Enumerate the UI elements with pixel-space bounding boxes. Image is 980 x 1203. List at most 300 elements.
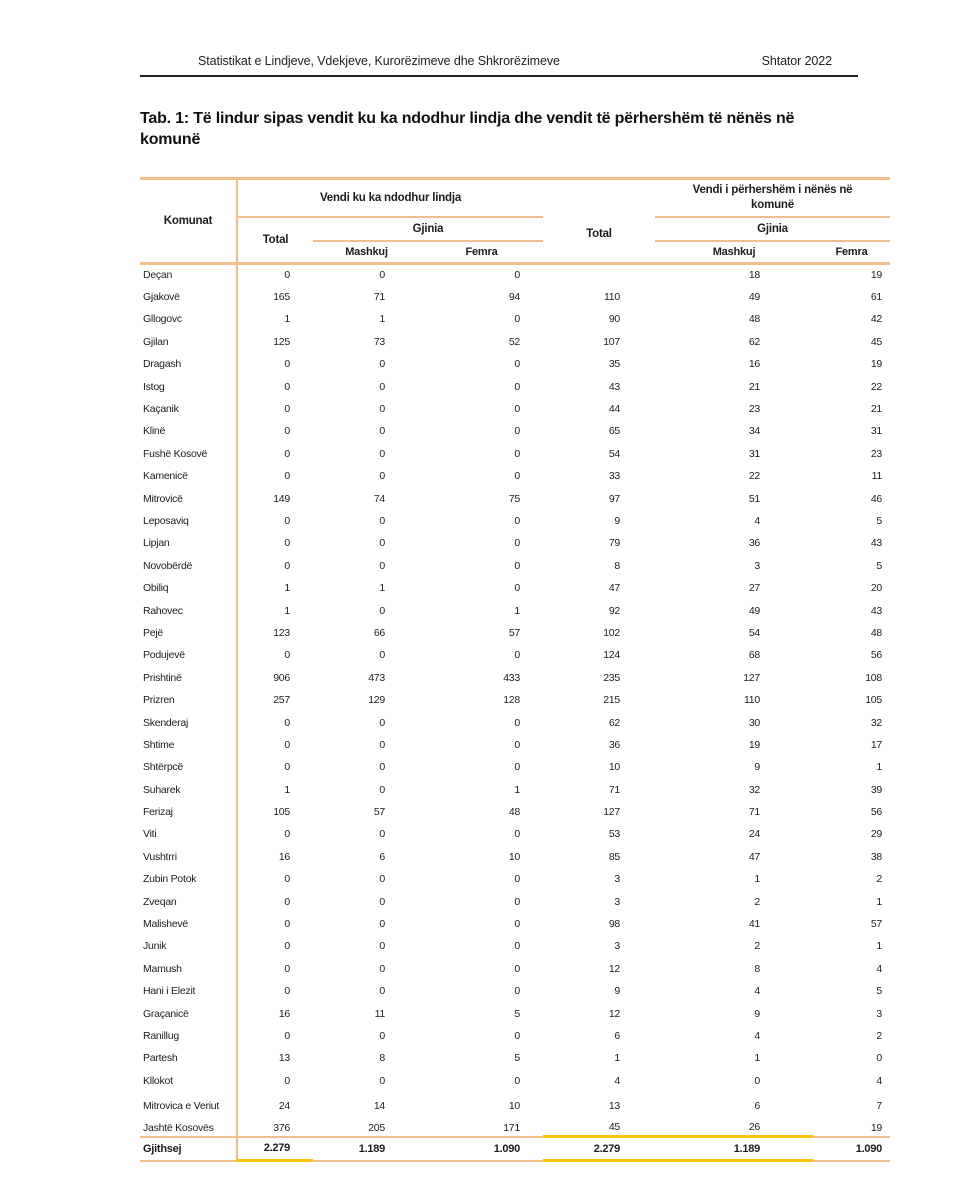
value-cell: 0 bbox=[284, 738, 290, 751]
value-cell: 128 bbox=[503, 694, 520, 707]
value-cell: 0 bbox=[284, 895, 290, 908]
value-cell: 0 bbox=[379, 985, 385, 998]
header-komunat: Komunat bbox=[140, 179, 237, 264]
value-cell: 16 bbox=[278, 850, 290, 863]
table-row bbox=[140, 1070, 890, 1092]
value-cell: 0 bbox=[284, 358, 290, 371]
value-cell: 32 bbox=[870, 716, 882, 729]
value-cell: 0 bbox=[284, 761, 290, 774]
municipality-name: Prishtinë bbox=[140, 667, 237, 689]
value-cell: 57 bbox=[508, 626, 520, 639]
table-row bbox=[140, 890, 890, 912]
value-cell: 5 bbox=[514, 1007, 520, 1020]
header-gender-birthplace: Gjinia bbox=[313, 217, 543, 241]
municipality-name: Zveqan bbox=[140, 890, 237, 912]
value-cell: 90 bbox=[608, 313, 620, 326]
table-row bbox=[140, 465, 890, 487]
value-cell: 85 bbox=[608, 850, 620, 863]
value-cell: 8 bbox=[379, 1052, 385, 1065]
municipality-name: Fushë Kosovë bbox=[140, 443, 237, 465]
table-row bbox=[140, 913, 890, 935]
value-cell: 46 bbox=[870, 492, 882, 505]
table-row bbox=[140, 286, 890, 308]
value-cell: 0 bbox=[514, 537, 520, 550]
value-cell: 0 bbox=[514, 582, 520, 595]
value-cell: 20 bbox=[870, 582, 882, 595]
value-cell: 4 bbox=[614, 1074, 620, 1087]
value-cell: 24 bbox=[278, 1099, 290, 1112]
value-cell: 43 bbox=[870, 537, 882, 550]
value-cell: 71 bbox=[608, 783, 620, 796]
total-value-cell: 1.090 bbox=[420, 1137, 543, 1161]
value-cell: 23 bbox=[748, 403, 760, 416]
value-cell: 32 bbox=[748, 783, 760, 796]
value-cell: 102 bbox=[603, 626, 620, 639]
value-cell: 8 bbox=[754, 962, 760, 975]
value-cell: 0 bbox=[379, 537, 385, 550]
table-row bbox=[140, 353, 890, 375]
value-cell: 56 bbox=[870, 806, 882, 819]
value-cell: 215 bbox=[603, 694, 620, 707]
table-row bbox=[140, 1114, 890, 1136]
value-cell: 71 bbox=[748, 806, 760, 819]
value-cell: 30 bbox=[748, 716, 760, 729]
value-cell: 0 bbox=[379, 962, 385, 975]
value-cell: 0 bbox=[514, 873, 520, 886]
value-cell: 2 bbox=[754, 895, 760, 908]
header-gender-residence: Gjinia bbox=[655, 217, 890, 241]
value-cell: 0 bbox=[284, 985, 290, 998]
table-row bbox=[140, 801, 890, 823]
table-row bbox=[140, 689, 890, 711]
value-cell: 0 bbox=[284, 447, 290, 460]
total-value-cell: 1.090 bbox=[813, 1137, 890, 1161]
value-cell: 0 bbox=[379, 1029, 385, 1042]
table-row bbox=[140, 622, 890, 644]
value-cell: 0 bbox=[379, 918, 385, 931]
value-cell: 0 bbox=[514, 470, 520, 483]
value-cell: 105 bbox=[273, 806, 290, 819]
value-cell: 24 bbox=[748, 828, 760, 841]
value-cell: 42 bbox=[870, 313, 882, 326]
value-cell: 10 bbox=[508, 1099, 520, 1112]
value-cell: 0 bbox=[379, 649, 385, 662]
value-cell: 4 bbox=[876, 1074, 882, 1087]
value-cell: 0 bbox=[379, 269, 385, 282]
value-cell: 125 bbox=[273, 335, 290, 348]
value-cell: 48 bbox=[870, 626, 882, 639]
table-row bbox=[140, 555, 890, 577]
value-cell: 97 bbox=[608, 492, 620, 505]
value-cell: 18 bbox=[748, 269, 760, 282]
municipality-name: Obiliq bbox=[140, 577, 237, 599]
value-cell: 38 bbox=[870, 850, 882, 863]
header-total-residence: Total bbox=[543, 179, 655, 264]
value-cell: 129 bbox=[368, 694, 385, 707]
value-cell: 433 bbox=[503, 671, 520, 684]
value-cell: 1 bbox=[876, 895, 882, 908]
value-cell: 0 bbox=[514, 828, 520, 841]
table-row bbox=[140, 1047, 890, 1069]
value-cell: 68 bbox=[748, 649, 760, 662]
value-cell: 0 bbox=[876, 1052, 882, 1065]
value-cell: 0 bbox=[514, 559, 520, 572]
table-row bbox=[140, 644, 890, 666]
table-row bbox=[140, 510, 890, 532]
value-cell: 3 bbox=[876, 1007, 882, 1020]
value-cell: 19 bbox=[813, 1114, 890, 1136]
value-cell: 47 bbox=[608, 582, 620, 595]
value-cell: 6 bbox=[614, 1029, 620, 1042]
value-cell: 33 bbox=[608, 470, 620, 483]
municipality-name: Istog bbox=[140, 375, 237, 397]
value-cell: 124 bbox=[603, 649, 620, 662]
value-cell: 0 bbox=[379, 895, 385, 908]
value-cell: 71 bbox=[373, 291, 385, 304]
table-row bbox=[140, 1002, 890, 1024]
value-cell: 0 bbox=[379, 425, 385, 438]
municipality-name: Vushtrri bbox=[140, 846, 237, 868]
value-cell: 39 bbox=[870, 783, 882, 796]
value-cell: 110 bbox=[604, 291, 620, 304]
value-cell: 0 bbox=[284, 1074, 290, 1087]
value-cell: 48 bbox=[508, 806, 520, 819]
value-cell: 0 bbox=[284, 514, 290, 527]
value-cell: 0 bbox=[754, 1074, 760, 1087]
value-cell: 29 bbox=[870, 828, 882, 841]
value-cell: 0 bbox=[514, 940, 520, 953]
table-row bbox=[140, 577, 890, 599]
value-cell: 1 bbox=[379, 582, 385, 595]
value-cell: 10 bbox=[508, 850, 520, 863]
total-value-cell: 1.189 bbox=[313, 1137, 420, 1161]
value-cell: 205 bbox=[313, 1114, 420, 1136]
value-cell: 21 bbox=[870, 403, 882, 416]
value-cell: 0 bbox=[514, 895, 520, 908]
value-cell: 6 bbox=[754, 1099, 760, 1112]
value-cell: 906 bbox=[273, 671, 290, 684]
value-cell: 9 bbox=[614, 514, 620, 527]
table-row bbox=[140, 935, 890, 957]
table-title: Tab. 1: Të lindur sipas vendit ku ka ndodhur lindja dhe vendit të përhershëm të nënës në komunë bbox=[140, 110, 795, 149]
value-cell: 0 bbox=[379, 940, 385, 953]
value-cell: 0 bbox=[514, 358, 520, 371]
table-row bbox=[140, 443, 890, 465]
value-cell: 3 bbox=[614, 895, 620, 908]
value-cell: 257 bbox=[273, 694, 290, 707]
value-cell: 5 bbox=[514, 1052, 520, 1065]
value-cell: 0 bbox=[514, 269, 520, 282]
value-cell: 41 bbox=[748, 918, 760, 931]
value-cell: 0 bbox=[379, 1074, 385, 1087]
value-cell: 105 bbox=[865, 694, 882, 707]
value-cell: 2 bbox=[754, 940, 760, 953]
value-cell: 19 bbox=[748, 738, 760, 751]
table-row bbox=[140, 420, 890, 442]
table-row bbox=[140, 868, 890, 890]
header-group-birthplace bbox=[237, 179, 543, 217]
value-cell: 0 bbox=[284, 380, 290, 393]
value-cell: 0 bbox=[514, 738, 520, 751]
value-cell: 0 bbox=[379, 738, 385, 751]
value-cell: 0 bbox=[284, 559, 290, 572]
value-cell: 3 bbox=[614, 873, 620, 886]
municipality-name: Junik bbox=[140, 935, 237, 957]
value-cell: 108 bbox=[865, 671, 882, 684]
value-cell: 56 bbox=[870, 649, 882, 662]
value-cell: 0 bbox=[379, 716, 385, 729]
value-cell: 36 bbox=[608, 738, 620, 751]
value-cell: 92 bbox=[608, 604, 620, 617]
value-cell: 0 bbox=[284, 403, 290, 416]
value-cell: 4 bbox=[754, 514, 760, 527]
value-cell: 57 bbox=[373, 806, 385, 819]
value-cell: 94 bbox=[508, 291, 520, 304]
value-cell: 0 bbox=[514, 380, 520, 393]
value-cell: 47 bbox=[748, 850, 760, 863]
value-cell: 62 bbox=[608, 716, 620, 729]
table-row bbox=[140, 734, 890, 756]
municipality-name: Jashtë Kosovës bbox=[140, 1114, 237, 1136]
value-cell: 31 bbox=[748, 447, 760, 460]
header-total-birthplace: Total bbox=[237, 217, 313, 264]
value-cell: 19 bbox=[870, 358, 882, 371]
municipality-name: Mamush bbox=[140, 958, 237, 980]
table-row bbox=[140, 980, 890, 1002]
value-cell: 0 bbox=[379, 604, 385, 617]
value-cell: 0 bbox=[284, 716, 290, 729]
value-cell: 16 bbox=[278, 1007, 290, 1020]
municipality-name: Hani i Elezit bbox=[140, 980, 237, 1002]
value-cell: 0 bbox=[379, 783, 385, 796]
value-cell: 22 bbox=[870, 380, 882, 393]
value-cell: 9 bbox=[754, 761, 760, 774]
header-female-birthplace: Femra bbox=[420, 241, 543, 264]
value-cell: 31 bbox=[870, 425, 882, 438]
value-cell: 0 bbox=[514, 649, 520, 662]
table-row bbox=[140, 264, 890, 286]
municipality-name: Ferizaj bbox=[140, 801, 237, 823]
value-cell: 7 bbox=[876, 1099, 882, 1112]
value-cell: 79 bbox=[608, 537, 620, 550]
value-cell: 0 bbox=[514, 1029, 520, 1042]
value-cell: 1 bbox=[284, 582, 290, 595]
header-female-residence: Femra bbox=[813, 241, 890, 264]
value-cell: 0 bbox=[284, 940, 290, 953]
value-cell: 52 bbox=[508, 335, 520, 348]
municipality-name: Novobërdë bbox=[140, 555, 237, 577]
municipality-name: Deçan bbox=[140, 264, 237, 286]
value-cell: 9 bbox=[614, 985, 620, 998]
table-body bbox=[140, 264, 890, 1161]
value-cell: 49 bbox=[748, 291, 760, 304]
value-cell: 54 bbox=[608, 447, 620, 460]
municipality-name: Gjakovë bbox=[140, 286, 237, 308]
value-cell: 0 bbox=[379, 403, 385, 416]
municipality-name: Mitrovica e Veriut bbox=[140, 1092, 237, 1114]
value-cell: 4 bbox=[754, 1029, 760, 1042]
value-cell: 57 bbox=[870, 918, 882, 931]
value-cell: 16 bbox=[748, 358, 760, 371]
value-cell: 1 bbox=[614, 1052, 620, 1065]
municipality-name: Lipjan bbox=[140, 532, 237, 554]
value-cell: 1 bbox=[754, 1052, 760, 1065]
header-group-residence bbox=[655, 179, 890, 217]
value-cell: 17 bbox=[870, 738, 882, 751]
municipality-name: Kllokot bbox=[140, 1070, 237, 1092]
value-cell: 43 bbox=[870, 604, 882, 617]
value-cell bbox=[543, 264, 655, 286]
value-cell: 53 bbox=[608, 828, 620, 841]
header-group-residence-label: Vendi i përhershëm i nënës në komunë bbox=[692, 184, 853, 211]
value-cell: 8 bbox=[614, 559, 620, 572]
value-cell: 1 bbox=[754, 873, 760, 886]
value-cell: 13 bbox=[608, 1099, 620, 1112]
table-row bbox=[140, 487, 890, 509]
value-cell: 5 bbox=[876, 514, 882, 527]
value-cell: 34 bbox=[748, 425, 760, 438]
total-value-cell: 2.279 bbox=[543, 1137, 655, 1161]
value-cell: 110 bbox=[744, 694, 760, 707]
municipality-name: Mitrovicë bbox=[140, 487, 237, 509]
value-cell: 0 bbox=[514, 313, 520, 326]
table-row bbox=[140, 778, 890, 800]
value-cell: 54 bbox=[748, 626, 760, 639]
header-male-birthplace: Mashkuj bbox=[313, 241, 420, 264]
table-header bbox=[140, 179, 890, 264]
value-cell: 2 bbox=[876, 1029, 882, 1042]
table-row bbox=[140, 375, 890, 397]
value-cell: 107 bbox=[603, 335, 620, 348]
value-cell: 45 bbox=[543, 1114, 655, 1136]
value-cell: 19 bbox=[870, 269, 882, 282]
total-value-cell: 1.189 bbox=[655, 1137, 813, 1161]
value-cell: 45 bbox=[870, 335, 882, 348]
municipality-name: Dragash bbox=[140, 353, 237, 375]
value-cell: 0 bbox=[379, 380, 385, 393]
table-row bbox=[140, 599, 890, 621]
municipality-name: Suharek bbox=[140, 778, 237, 800]
value-cell: 43 bbox=[608, 380, 620, 393]
value-cell: 0 bbox=[379, 761, 385, 774]
table-row bbox=[140, 308, 890, 330]
value-cell: 49 bbox=[748, 604, 760, 617]
table-row bbox=[140, 823, 890, 845]
value-cell: 1 bbox=[284, 313, 290, 326]
table-row bbox=[140, 1092, 890, 1114]
municipality-name: Skenderaj bbox=[140, 711, 237, 733]
value-cell: 11 bbox=[374, 1007, 385, 1020]
value-cell: 1 bbox=[876, 940, 882, 953]
value-cell: 98 bbox=[608, 918, 620, 931]
value-cell: 0 bbox=[284, 537, 290, 550]
value-cell: 36 bbox=[748, 537, 760, 550]
value-cell: 0 bbox=[379, 514, 385, 527]
value-cell: 10 bbox=[608, 761, 620, 774]
value-cell: 0 bbox=[514, 447, 520, 460]
value-cell: 0 bbox=[514, 985, 520, 998]
value-cell: 51 bbox=[748, 492, 760, 505]
value-cell: 0 bbox=[379, 828, 385, 841]
municipality-name: Ranillug bbox=[140, 1025, 237, 1047]
municipality-name: Prizren bbox=[140, 689, 237, 711]
value-cell: 123 bbox=[273, 626, 290, 639]
value-cell: 1 bbox=[876, 761, 882, 774]
value-cell: 66 bbox=[373, 626, 385, 639]
municipality-name: Klinë bbox=[140, 420, 237, 442]
value-cell: 23 bbox=[870, 447, 882, 460]
value-cell: 1 bbox=[514, 604, 520, 617]
value-cell: 0 bbox=[284, 828, 290, 841]
total-row bbox=[140, 1137, 890, 1161]
table-row bbox=[140, 756, 890, 778]
value-cell: 0 bbox=[284, 649, 290, 662]
value-cell: 0 bbox=[514, 514, 520, 527]
value-cell: 0 bbox=[514, 962, 520, 975]
municipality-name: Kaçanik bbox=[140, 398, 237, 420]
municipality-name: Shtërpcë bbox=[140, 756, 237, 778]
table-row bbox=[140, 711, 890, 733]
value-cell: 0 bbox=[284, 918, 290, 931]
value-cell: 61 bbox=[870, 291, 882, 304]
table-row bbox=[140, 398, 890, 420]
value-cell: 0 bbox=[284, 269, 290, 282]
value-cell: 0 bbox=[284, 873, 290, 886]
header-male-residence: Mashkuj bbox=[655, 241, 813, 264]
value-cell: 171 bbox=[420, 1114, 543, 1136]
municipality-name: Kamenicë bbox=[140, 465, 237, 487]
total-row-label: Gjithsej bbox=[140, 1137, 237, 1161]
value-cell: 0 bbox=[514, 1074, 520, 1087]
value-cell: 22 bbox=[748, 470, 760, 483]
value-cell: 6 bbox=[379, 850, 385, 863]
value-cell: 12 bbox=[608, 962, 620, 975]
value-cell: 0 bbox=[284, 425, 290, 438]
value-cell: 4 bbox=[876, 962, 882, 975]
municipality-name: Partesh bbox=[140, 1047, 237, 1069]
municipality-name: Leposaviq bbox=[140, 510, 237, 532]
value-cell: 235 bbox=[603, 671, 620, 684]
value-cell: 26 bbox=[655, 1114, 813, 1136]
municipality-name: Gjilan bbox=[140, 331, 237, 353]
municipality-name: Gllogovc bbox=[140, 308, 237, 330]
table-row bbox=[140, 331, 890, 353]
value-cell: 376 bbox=[237, 1114, 313, 1136]
value-cell: 62 bbox=[748, 335, 760, 348]
value-cell: 0 bbox=[514, 918, 520, 931]
value-cell: 0 bbox=[514, 425, 520, 438]
total-value-cell: 2.279 bbox=[237, 1137, 313, 1161]
value-cell: 1 bbox=[379, 313, 385, 326]
table-row bbox=[140, 532, 890, 554]
municipality-name: Shtime bbox=[140, 734, 237, 756]
table-row bbox=[140, 958, 890, 980]
value-cell: 1 bbox=[284, 604, 290, 617]
municipality-name: Rahovec bbox=[140, 599, 237, 621]
municipality-name: Graçanicë bbox=[140, 1002, 237, 1024]
municipality-name: Viti bbox=[140, 823, 237, 845]
value-cell: 4 bbox=[754, 985, 760, 998]
value-cell: 13 bbox=[278, 1052, 290, 1065]
value-cell: 1 bbox=[284, 783, 290, 796]
value-cell: 0 bbox=[379, 447, 385, 460]
value-cell: 0 bbox=[514, 716, 520, 729]
header-group-birthplace-label: Vendi ku ka ndodhur lindja bbox=[319, 191, 462, 204]
value-cell: 0 bbox=[379, 358, 385, 371]
value-cell: 1 bbox=[514, 783, 520, 796]
value-cell: 0 bbox=[379, 470, 385, 483]
value-cell: 74 bbox=[373, 492, 385, 505]
